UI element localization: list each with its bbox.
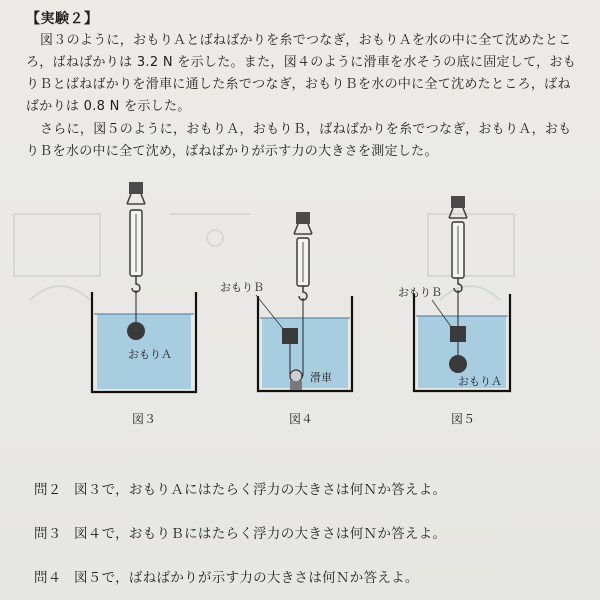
paragraph-1-line: ろ，ばねばかりは 3.2 N を示した。また，図４のように滑車を水そうの底に固定して，おも <box>26 55 577 70</box>
paragraph-1-line: りＢとばねばかりを滑車に通した糸でつなぎ，おもりＢを水の中に全て沈めたところ，ばね <box>26 77 571 92</box>
paragraph-2-line: りＢを水の中に全て沈め，ばねばかりが示す力の大きさを測定した。 <box>26 144 438 159</box>
clamp-hook <box>294 224 312 234</box>
clamp-block <box>451 196 465 208</box>
spring-scale-hook <box>132 276 140 292</box>
water <box>262 318 348 388</box>
pulley-label: 滑車 <box>310 371 332 384</box>
weight-a-ball <box>449 355 467 373</box>
weight-b-label: おもりＢ <box>220 281 264 294</box>
weight-a-ball <box>127 322 145 340</box>
question-number: 問３ <box>34 526 62 542</box>
figure-4 <box>220 212 352 391</box>
figure-4-caption: 図４ <box>289 412 314 426</box>
question-number: 問４ <box>34 570 62 586</box>
figure-3-caption: 図３ <box>132 412 157 426</box>
question-4 <box>34 566 419 586</box>
weight-b-label: おもりＢ <box>398 286 442 299</box>
question-3 <box>34 522 446 542</box>
weight-a-label: おもりＡ <box>128 348 172 361</box>
weight-a-label: おもりＡ <box>458 375 502 388</box>
question-2 <box>34 478 446 498</box>
clamp-block <box>129 182 143 194</box>
weight-b-block <box>282 328 298 344</box>
section-heading: 【実験２】 <box>26 11 99 27</box>
question-text: 図５で，ばねばかりが示す力の大きさは何Ｎか答えよ。 <box>74 570 419 586</box>
question-text: 図３で，おもりＡにはたらく浮力の大きさは何Ｎか答えよ。 <box>74 482 447 498</box>
question-text: 図４で，おもりＢにはたらく浮力の大きさは何Ｎか答えよ。 <box>74 526 447 542</box>
clamp-block <box>296 212 310 224</box>
weight-b-block <box>450 326 466 342</box>
question-number: 問２ <box>34 482 62 498</box>
paragraph-1-line: ばかりは 0.8 N を示した。 <box>26 99 191 114</box>
paragraph-1-line: 図３のように，おもりＡとばねばかりを糸でつなぎ，おもりＡを水の中に全て沈めたとこ <box>40 33 572 48</box>
spring-scale-hook <box>299 286 307 300</box>
figure-5-caption: 図５ <box>451 412 476 426</box>
pulley-wheel <box>290 370 302 382</box>
clamp-hook <box>127 194 145 204</box>
paragraph-2-line: さらに，図５のように，おもりＡ，おもりＢ，ばねばかりを糸でつなぎ，おもりＡ，おも <box>40 122 572 137</box>
pulley-mount <box>290 381 302 390</box>
